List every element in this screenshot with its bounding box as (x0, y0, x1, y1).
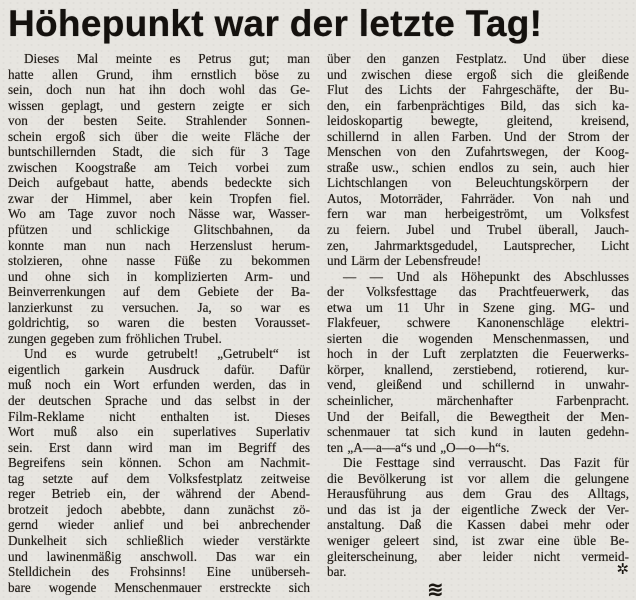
column-left-lines (8, 51, 310, 595)
text-line: sierten die wogenden Menschenmassen, und (327, 330, 629, 346)
text-line: zwar der Himmel, aber kein Tropfen fiel. (8, 190, 310, 206)
star-icon: ✲ (616, 560, 629, 579)
text-line: gernd wieder anlief und bei anbrechender (8, 517, 310, 533)
column-right (327, 51, 629, 600)
text-line: gleiterscheinung, aber leider nicht vermeid- (327, 548, 629, 564)
text-line: scheinlicher, märchenhafter Farbenpracht. (327, 393, 629, 409)
text-line: und lawinenmäßig anschwoll. Das war ein (8, 548, 310, 564)
text-line: und ohne sich in komplizierten Arm- und (8, 268, 310, 284)
text-line: Wort muß also ein superlatives Superlativ (8, 424, 310, 440)
text-line: schenmauer tat sich kund in lauten gedehn- (327, 424, 629, 440)
text-line: Deich aufgebaut hatte, abends bedeckte sich (8, 175, 310, 191)
text-line: die Bevölkerung ist vor allem die gelungene (327, 470, 629, 486)
text-line: leidoskopartig bewegte, gleitend, kreisend, (327, 113, 629, 129)
text-line (327, 560, 629, 580)
text-line: über den ganzen Festplatz. Und über diese (327, 51, 629, 66)
text-line: Menschen von den Zufahrtswegen, der Koog- (327, 144, 629, 160)
text-line: Film-Reklame nicht enthalten ist. Dieses (8, 408, 310, 424)
text-line: sein. Erst dann wird man im Begriff des (8, 439, 310, 455)
text-line: muß noch ein Wort erfunden werden, das in (8, 377, 310, 393)
text-line: zen, Jahrmarktsgedudel, Lautsprecher, Licht (327, 237, 629, 253)
text-line: und zwischen diese ergoß sich die gleißende (327, 66, 629, 82)
text-line: Die Festtage sind verrauscht. Das Fazit für (343, 455, 629, 471)
text-line: Und der Beifall, die Bewegtheit der Men- (327, 408, 629, 424)
text-line: straße usw., schien endlos zu sein, auch hier (327, 159, 629, 175)
text-line: fern war man herbeigeströmt, um Volksfest (327, 206, 629, 222)
text-line: ten „A—a—a“s und „O—o—h“s. (327, 439, 510, 455)
text-line: zwischen Koogstraße am Teich vorbei zum (8, 159, 310, 175)
text-line: den, ein farbenprächtiges Bild, das sich ka- (327, 97, 629, 113)
text-line: brotzeit jedoch abebbte, dann zunächst zö- (8, 501, 310, 517)
text-line: schein ergoß sich über die weite Fläche der (8, 128, 310, 144)
waves-icon: ≋ (427, 576, 443, 600)
text-line: pfützen und schlickige Glitschbahnen, da (8, 222, 310, 238)
text-line: wissen geplagt, und gestern zeigte er sich (8, 97, 310, 113)
text-line: hatte allen Grund, ihm ernstlich böse zu (8, 66, 310, 82)
text-line: konnte man nun nach Herzenslust herum- (8, 237, 310, 253)
text-line: Wo am Tage zuvor noch Nässe war, Wasser- (8, 206, 310, 222)
text-line: der Volksfesttage das Prachtfeuerwerk, das (327, 284, 629, 300)
text-line: Flut des Lichts der Fahrgeschäfte, der Bu- (327, 82, 629, 98)
text-line: hoch in der Luft zerplatzten die Feuerwerks- (327, 346, 629, 362)
text-line: Beinverrenkungen auf dem Gebiete der Ba- (8, 284, 310, 300)
text-line: Dunkelheit sich schließlich wieder verstärkte (8, 532, 310, 548)
text-line: vend, gleißend und schillernd in unwahr- (327, 377, 629, 393)
text-line: weniger geleert sind, ist zwar eine üble Be- (327, 532, 629, 548)
text-line: Flakfeuer, schwere Kanonenschläge elektri- (327, 315, 629, 331)
text-fragment: bar. (327, 564, 347, 580)
text-line: Dieses Mal meinte es Petrus gut; man (24, 51, 310, 66)
text-line: Herausführung aus dem Grau des Alltags, (327, 486, 629, 502)
text-line: lanzierkunst zu versuchen. Ja, so war es (8, 299, 310, 315)
text-line: Lichtschlangen von Beleuchtungskörpern der (327, 175, 629, 191)
text-line: und das ist ja der eigentliche Zweck der Ver- (327, 501, 629, 517)
column-right-lines (327, 51, 629, 580)
text-line: und Lärm der Lebensfreude! (327, 253, 482, 269)
text-line: eigentlich garkein Ausdruck dafür. Dafür (8, 361, 310, 377)
text-line: — — Und als Höhepunkt des Abschlusses (343, 268, 629, 284)
text-line: Und es wurde getrubelt! „Getrubelt“ ist (24, 346, 310, 362)
headline: Höhepunkt war der letzte Tag! (8, 3, 543, 44)
text-line: tag setzte auf dem Volksfestplatz zeitweise (8, 470, 310, 486)
text-line: Stelldichein des Frohsinns! Eine unüberseh- (8, 564, 310, 580)
text-line: von der besten Seite. Strahlender Sonnen- (8, 113, 310, 129)
column-left (8, 51, 310, 597)
text-line: körper, knallend, zerstiebend, rotierend, kur- (327, 361, 629, 377)
text-line: etwa um 11 Uhr in Szene ging. MG- und (327, 299, 629, 315)
text-line: anstaltung. Daß die Kassen dabei mehr oder (327, 517, 629, 533)
text-line: der deutschen Sprache und das selbst in der (8, 393, 310, 409)
text-line: schillernd in allen Farben. Und der Strom der (327, 128, 629, 144)
text-line: zu feiern. Jubel und Trubel überall, Jauch- (327, 222, 629, 238)
text-line: Begreifens sein können. Schon am Nachmit- (8, 455, 310, 471)
text-line: sein, doch nun hat ihn doch wohl das Ge- (8, 82, 310, 98)
article-body (8, 51, 630, 600)
text-line: bare wogende Menschenmauer erstreckte sich (8, 579, 310, 595)
text-line: buntschillernden Stadt, die sich für 3 Tage (8, 144, 310, 160)
text-line: zungen gegeben zum fröhlichen Trubel. (8, 330, 222, 346)
text-line: stolzieren, ohne nasse Füße zu bekommen (8, 253, 310, 269)
text-line: reger Betrieb ein, der während der Abend- (8, 486, 310, 502)
text-line: Autos, Motorräder, Fahrräder. Von nah und (327, 190, 629, 206)
text-line: goldrichtig, so waren die besten Vorausset- (8, 315, 310, 331)
